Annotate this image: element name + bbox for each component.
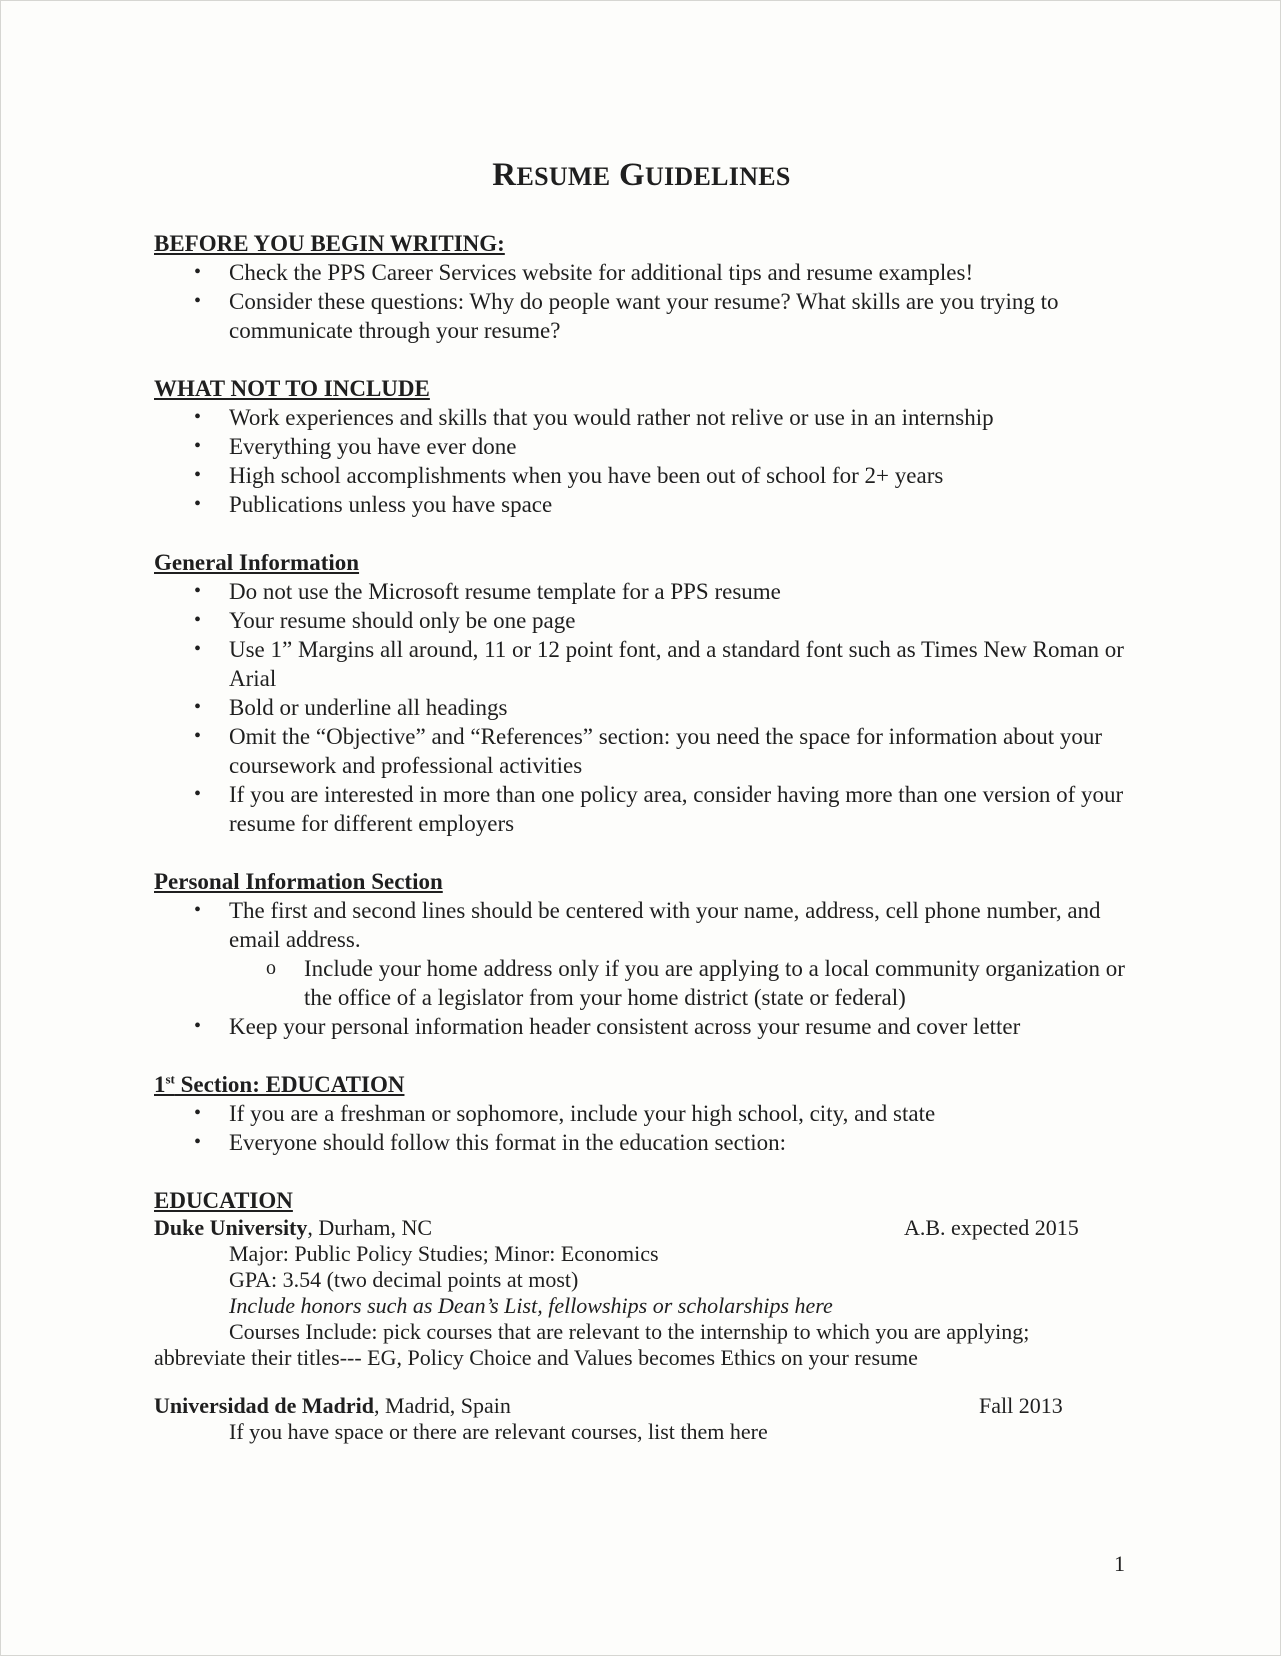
school-location: , Madrid, Spain [374, 1393, 511, 1418]
bullet-icon: • [194, 696, 202, 718]
bullet-list [154, 1099, 1154, 1157]
bullet-icon: • [194, 609, 202, 631]
example-heading: EDUCATION [154, 1188, 293, 1213]
list-item [154, 606, 1154, 635]
list-item-text: Bold or underline all headings [229, 695, 508, 720]
list-item-text: High school accomplishments when you have been out of school for 2+ years [229, 463, 944, 488]
page-title [1, 157, 1281, 194]
bullet-icon: • [194, 1015, 202, 1037]
bullet-list [154, 403, 1154, 519]
heading-number: 1 [154, 1072, 166, 1097]
title-letter: G [618, 157, 645, 193]
title-letter: R [492, 157, 517, 193]
bullet-list [154, 896, 1154, 1041]
section-heading-education [154, 1070, 1154, 1099]
sub-list-item [154, 954, 1154, 1012]
list-item-text: If you are interested in more than one policy area, consider having more than one version of your resume for different employers [229, 782, 1124, 836]
gpa-line: GPA: 3.54 (two decimal points at most) [229, 1267, 579, 1292]
bullet-list [154, 258, 1154, 345]
bullet-icon: • [194, 261, 202, 283]
list-item [154, 1099, 1154, 1128]
courses-line: Courses Include: pick courses that are relevant to the internship to which you are applying; [229, 1319, 1030, 1344]
section-heading-before: BEFORE YOU BEGIN WRITING: [154, 231, 505, 256]
major-line: Major: Public Policy Studies; Minor: Economics [229, 1241, 659, 1266]
courses-line-continued: abbreviate their titles--- EG, Policy Choice and Values becomes Ethics on your resume [154, 1345, 918, 1370]
list-item [154, 722, 1154, 780]
bullet-icon: • [194, 290, 202, 312]
school-date: Fall 2013 [979, 1393, 1063, 1418]
list-item-text: Everything you have ever done [229, 434, 517, 459]
sub-list [229, 954, 1154, 1012]
list-item-text: Your resume should only be one page [229, 608, 576, 633]
bullet-icon: • [194, 580, 202, 602]
list-item-text: Omit the “Objective” and “References” section: you need the space for information about your coursework and professional activities [229, 724, 1103, 778]
title-rest: UIDELINES [644, 162, 791, 191]
list-item-text: Check the PPS Career Services website for additional tips and resume examples! [229, 260, 974, 285]
school-row [154, 1215, 1154, 1241]
document-body [154, 229, 1154, 1445]
list-item-text: The first and second lines should be centered with your name, address, cell phone number, and email address. [229, 898, 1101, 952]
honors-line: Include honors such as Dean’s List, fellowships or scholarships here [229, 1293, 833, 1318]
bullet-icon: • [194, 493, 202, 515]
list-item-text: Keep your personal information header consistent across your resume and cover letter [229, 1014, 1021, 1039]
bullet-icon: • [194, 899, 202, 921]
list-item-text: Publications unless you have space [229, 492, 553, 517]
bullet-icon: • [194, 1131, 202, 1153]
list-item-text: Consider these questions: Why do people want your resume? What skills are you trying to communicate through your resume? [229, 289, 1059, 343]
list-item [154, 403, 1154, 432]
list-item [154, 693, 1154, 722]
bullet-list [154, 577, 1154, 838]
school-name: Duke University [154, 1215, 308, 1240]
school-location: , Durham, NC [307, 1215, 433, 1240]
page-number: 1 [1114, 1551, 1125, 1576]
bullet-icon: • [194, 725, 202, 747]
list-item [154, 1012, 1154, 1041]
list-item [154, 635, 1154, 693]
list-item [154, 461, 1154, 490]
section-heading-personal: Personal Information Section [154, 869, 443, 894]
list-item [154, 896, 1154, 1012]
section-heading-not-include: WHAT NOT TO INCLUDE [154, 376, 430, 401]
section-heading-general: General Information [154, 550, 360, 575]
education-example [154, 1186, 1154, 1445]
school-name: Universidad de Madrid [154, 1393, 375, 1418]
list-item-text: Work experiences and skills that you would rather not relive or use in an internship [229, 405, 994, 430]
list-item [154, 577, 1154, 606]
bullet-icon: • [194, 783, 202, 805]
list-item [154, 258, 1154, 287]
list-item-text: Everyone should follow this format in the education section: [229, 1130, 786, 1155]
list-item [154, 490, 1154, 519]
title-rest: ESUME [516, 162, 611, 191]
bullet-icon: • [194, 406, 202, 428]
list-item-text: Do not use the Microsoft resume template for a PPS resume [229, 579, 781, 604]
school-note: If you have space or there are relevant courses, list them here [229, 1419, 768, 1444]
heading-text: Section: EDUCATION [174, 1072, 405, 1097]
bullet-icon: • [194, 638, 202, 660]
list-item-text: Use 1” Margins all around, 11 or 12 point font, and a standard font such as Times New Roman or Arial [229, 637, 1124, 691]
bullet-icon: • [194, 464, 202, 486]
list-item [154, 1128, 1154, 1157]
bullet-icon: • [194, 435, 202, 457]
school-row [154, 1393, 1154, 1419]
list-item-text: If you are a freshman or sophomore, include your high school, city, and state [229, 1101, 936, 1126]
list-item [154, 780, 1154, 838]
heading-superscript: st [165, 1071, 175, 1087]
school-date: A.B. expected 2015 [904, 1215, 1079, 1240]
bullet-icon: • [194, 1102, 202, 1124]
sub-bullet-icon: o [266, 957, 276, 979]
list-item [154, 432, 1154, 461]
sub-list-item-text: Include your home address only if you are applying to a local community organization or the office of a legislator from your home district (state or federal) [304, 956, 1125, 1010]
list-item [154, 287, 1154, 345]
